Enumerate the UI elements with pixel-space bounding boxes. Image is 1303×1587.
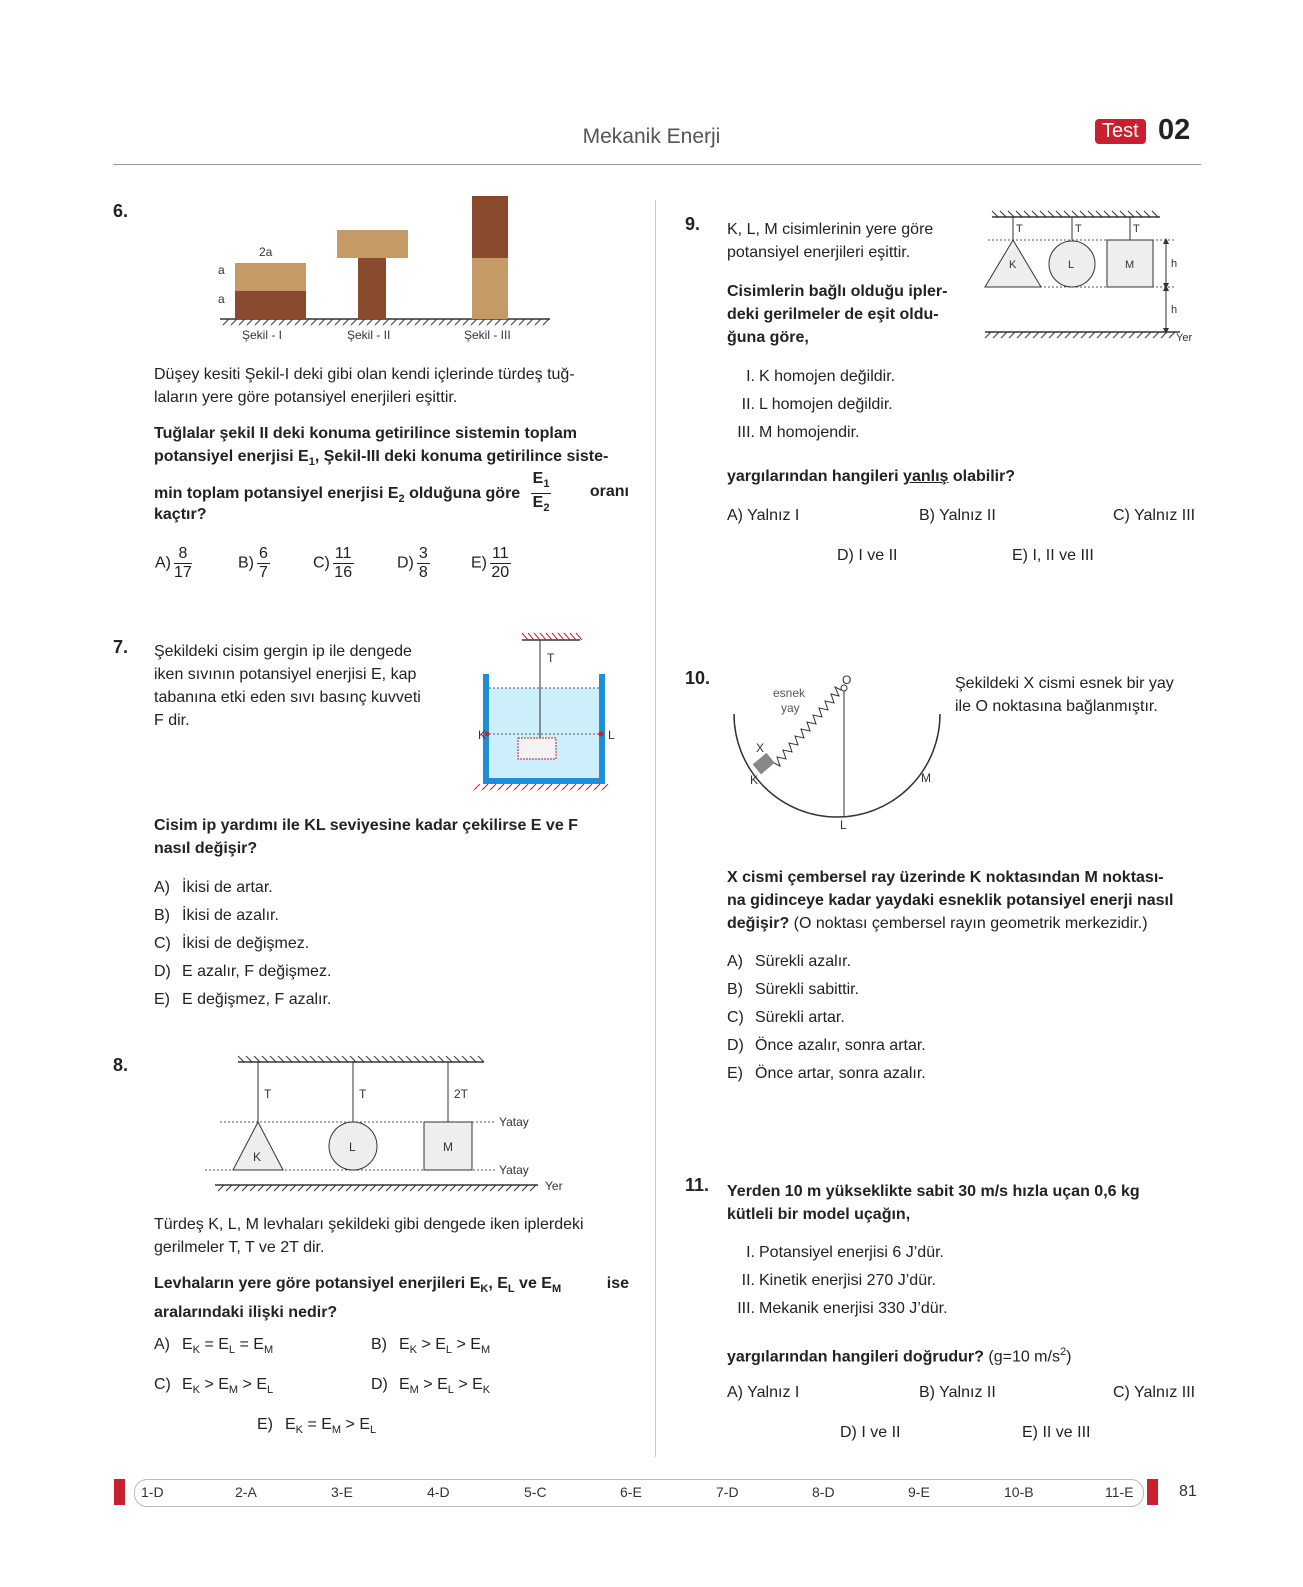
svg-text:L: L (840, 818, 847, 830)
svg-text:K: K (750, 773, 759, 787)
svg-text:Yer: Yer (1176, 332, 1193, 344)
q7-option-d[interactable]: D) E azalır, F değişmez. (154, 963, 332, 980)
q11-number: 11. (685, 1175, 710, 1195)
q8-question: Levhaların yere göre potansiyel enerjileri $E_K$, $E_L$ ve $E_M$ ise aralarındaki ilişki nedir? (154, 1275, 629, 1322)
q6-question-end: kaçtır? (154, 506, 207, 523)
header-divider (113, 164, 1201, 165)
svg-text:h: h (1171, 258, 1178, 270)
svg-text:M: M (1125, 259, 1135, 271)
q6-label-3: Şekil - III (464, 328, 511, 342)
q11-option-a[interactable]: A) Yalnız I (727, 1384, 800, 1401)
q6-number: 6. (113, 201, 129, 221)
answer-8: 8-D (812, 1484, 835, 1500)
q10-option-d[interactable]: D) Önce azalır, sonra artar. (727, 1037, 926, 1054)
q10-stem: Şekildeki X cismi esnek bir yay ile O noktasına bağlanmıştır. (955, 675, 1174, 715)
q10-question: X cismi çembersel ray üzerinde K noktasından M noktası- na gidinceye kadar yaydaki esneklik potansiyel enerji nasıl değişir? (O noktası çembersel rayın geometrik merkezidir.) (727, 869, 1174, 932)
q8-option-a[interactable]: A) $E_K = E_L = E_M$ (154, 1336, 274, 1357)
q6-label-1: Şekil - I (242, 328, 283, 342)
svg-text:M: M (921, 771, 931, 785)
q8-stem: Türdeş K, L, M levhaları şekildeki gibi dengede iken iplerdeki gerilmeler T, T ve 2T dir. (154, 1216, 584, 1256)
q11-item-2: II. Kinetik enerjisi 270 J’dür. (741, 1272, 936, 1289)
q8-number: 8. (113, 1055, 129, 1075)
answer-5: 5-C (524, 1484, 547, 1500)
q9-condition: Cisimlerin bağlı olduğu ipler- deki gerilmeler de eşit oldu- ğuna göre, (727, 283, 948, 346)
svg-text:T: T (359, 1087, 367, 1101)
answer-11: 11-E (1105, 1484, 1134, 1500)
q11-item-3: III. Mekanik enerjisi 330 J’dür. (737, 1300, 948, 1317)
q9-item-2: II. L homojen değildir. (741, 396, 893, 413)
svg-text:T: T (1016, 223, 1023, 235)
q10-figure (725, 670, 955, 830)
q9-stem: K, L, M cisimlerinin yere göre potansiyel enerjileri eşittir. (727, 221, 934, 261)
q8-figure (200, 1050, 600, 1200)
svg-text:L: L (1068, 259, 1075, 271)
svg-text:L: L (608, 728, 615, 742)
q8-option-e[interactable]: E) $E_K = E_M > E_L$ (257, 1416, 377, 1437)
svg-text:T: T (1075, 223, 1082, 235)
q6-dim-a-bottom: a (218, 292, 225, 306)
svg-text:yay: yay (781, 701, 800, 715)
q10-option-b[interactable]: B) Sürekli sabittir. (727, 981, 860, 998)
answer-bar-left-marker (114, 1479, 125, 1505)
svg-text:K: K (478, 728, 487, 742)
svg-text:Yatay: Yatay (499, 1163, 529, 1177)
q9-item-1: I. K homojen değildir. (746, 368, 896, 385)
q7-option-e[interactable]: E) E değişmez, F azalır. (154, 991, 332, 1008)
q11-item-1: I. Potansiyel enerjisi 6 J’dür. (746, 1244, 944, 1261)
q11-option-e[interactable]: E) II ve III (1022, 1424, 1091, 1441)
q8-option-b[interactable]: B) $E_K > E_L > E_M$ (371, 1336, 491, 1357)
svg-text:K: K (253, 1150, 262, 1164)
svg-text:h: h (1171, 304, 1178, 316)
answer-bar-right-marker (1147, 1479, 1158, 1505)
q9-option-c[interactable]: C) Yalnız III (1113, 507, 1196, 524)
q6-ratio: $\frac{E_1}{E_2}$ (532, 470, 550, 515)
test-badge: Test (1095, 119, 1146, 144)
q11-option-c[interactable]: C) Yalnız III (1113, 1384, 1196, 1401)
q6-option-b[interactable]: B) $\frac{6}{7}$ (238, 545, 268, 581)
q8-option-d[interactable]: D) $E_M > E_L > E_K$ (371, 1376, 491, 1397)
q9-question: yargılarından hangileri yanlış olabilir? (727, 468, 1016, 485)
q7-option-b[interactable]: B) İkisi de azalır. (154, 907, 279, 924)
q6-question-line3: min toplam potansiyel enerjisi $E_2$ olduğuna göre $\frac{E_1}{E_2}$ oranı (154, 470, 629, 517)
q11-stem: Yerden 10 m yükseklikte sabit 30 m/s hızla uçan 0,6 kg kütleli bir model uçağın, (727, 1183, 1140, 1223)
answer-10: 10-B (1004, 1484, 1034, 1500)
q9-option-b[interactable]: B) Yalnız II (919, 507, 996, 524)
answer-1: 1-D (141, 1484, 164, 1500)
q6-dim-a-top: a (218, 263, 225, 277)
svg-text:M: M (443, 1140, 453, 1154)
svg-text:X: X (756, 741, 765, 755)
q6-question: Tuğlalar şekil II deki konuma getirilince sistemin toplam potansiyel enerjisi $E_1$, Şekil-III deki konuma getirilince siste- (154, 425, 609, 469)
q6-option-c[interactable]: C) $\frac{11}{16}$ (313, 545, 353, 581)
q7-option-a[interactable]: A) İkisi de artar. (154, 879, 273, 896)
answer-3: 3-E (331, 1484, 353, 1500)
q9-option-e[interactable]: E) I, II ve III (1012, 547, 1094, 564)
svg-text:T: T (547, 651, 555, 665)
q9-figure (980, 205, 1205, 345)
answer-4: 4-D (427, 1484, 450, 1500)
svg-text:Yer: Yer (545, 1179, 563, 1193)
svg-text:esnek: esnek (773, 686, 806, 700)
q7-stem: Şekildeki cisim gergin ip ile dengede iken sıvının potansiyel enerjisi E, kap tabanına etki eden sıvı basınç kuvveti F dir. (154, 643, 421, 729)
svg-text:Yatay: Yatay (499, 1115, 529, 1129)
answer-6: 6-E (620, 1484, 642, 1500)
q7-question: Cisim ip yardımı ile KL seviyesine kadar çekilirse E ve F nasıl değişir? (154, 817, 578, 857)
q10-number: 10. (685, 668, 711, 688)
q6-option-e[interactable]: E) $\frac{11}{20}$ (471, 545, 510, 581)
q7-figure (470, 630, 640, 808)
q7-number: 7. (113, 637, 129, 657)
q11-option-b[interactable]: B) Yalnız II (919, 1384, 996, 1401)
svg-text:L: L (349, 1140, 356, 1154)
page-number: 81 (1179, 1483, 1197, 1500)
q6-label-2: Şekil - II (347, 328, 391, 342)
q9-number: 9. (685, 214, 701, 234)
q7-option-c[interactable]: C) İkisi de değişmez. (154, 935, 310, 952)
page-title: Mekanik Enerji (582, 125, 721, 148)
q6-stem: Düşey kesiti Şekil-I deki gibi olan kendi içlerinde türdeş tuğ- laların yere göre potansiyel enerjileri eşittir. (154, 366, 575, 406)
q10-option-a[interactable]: A) Sürekli azalır. (727, 953, 852, 970)
svg-text:2T: 2T (454, 1087, 469, 1101)
q6-option-a[interactable]: A) $\frac{8}{17}$ (155, 545, 192, 581)
q9-item-3: III. M homojendir. (737, 424, 860, 441)
q6-figure (215, 190, 555, 345)
answer-2: 2-A (235, 1484, 257, 1500)
q11-option-d[interactable]: D) I ve II (840, 1424, 901, 1441)
q10-option-e[interactable]: E) Önce artar, sonra azalır. (727, 1065, 926, 1082)
answer-7: 7-D (716, 1484, 739, 1500)
answer-9: 9-E (908, 1484, 930, 1500)
q6-option-d[interactable]: D) $\frac{3}{8}$ (397, 545, 428, 581)
q9-option-d[interactable]: D) I ve II (837, 547, 898, 564)
svg-text:K: K (1009, 259, 1017, 271)
column-divider (655, 200, 656, 1457)
q9-option-a[interactable]: A) Yalnız I (727, 507, 800, 524)
test-number: 02 (1158, 114, 1191, 146)
q6-dim-2a: 2a (259, 245, 273, 259)
q11-question: yargılarından hangileri doğrudur? (g=10 $m/s^2$) (727, 1346, 1072, 1366)
svg-text:T: T (1133, 223, 1140, 235)
svg-text:T: T (264, 1087, 272, 1101)
svg-text:O: O (842, 673, 852, 687)
q10-option-c[interactable]: C) Sürekli artar. (727, 1009, 845, 1026)
q8-option-c[interactable]: C) $E_K > E_M > E_L$ (154, 1376, 274, 1397)
